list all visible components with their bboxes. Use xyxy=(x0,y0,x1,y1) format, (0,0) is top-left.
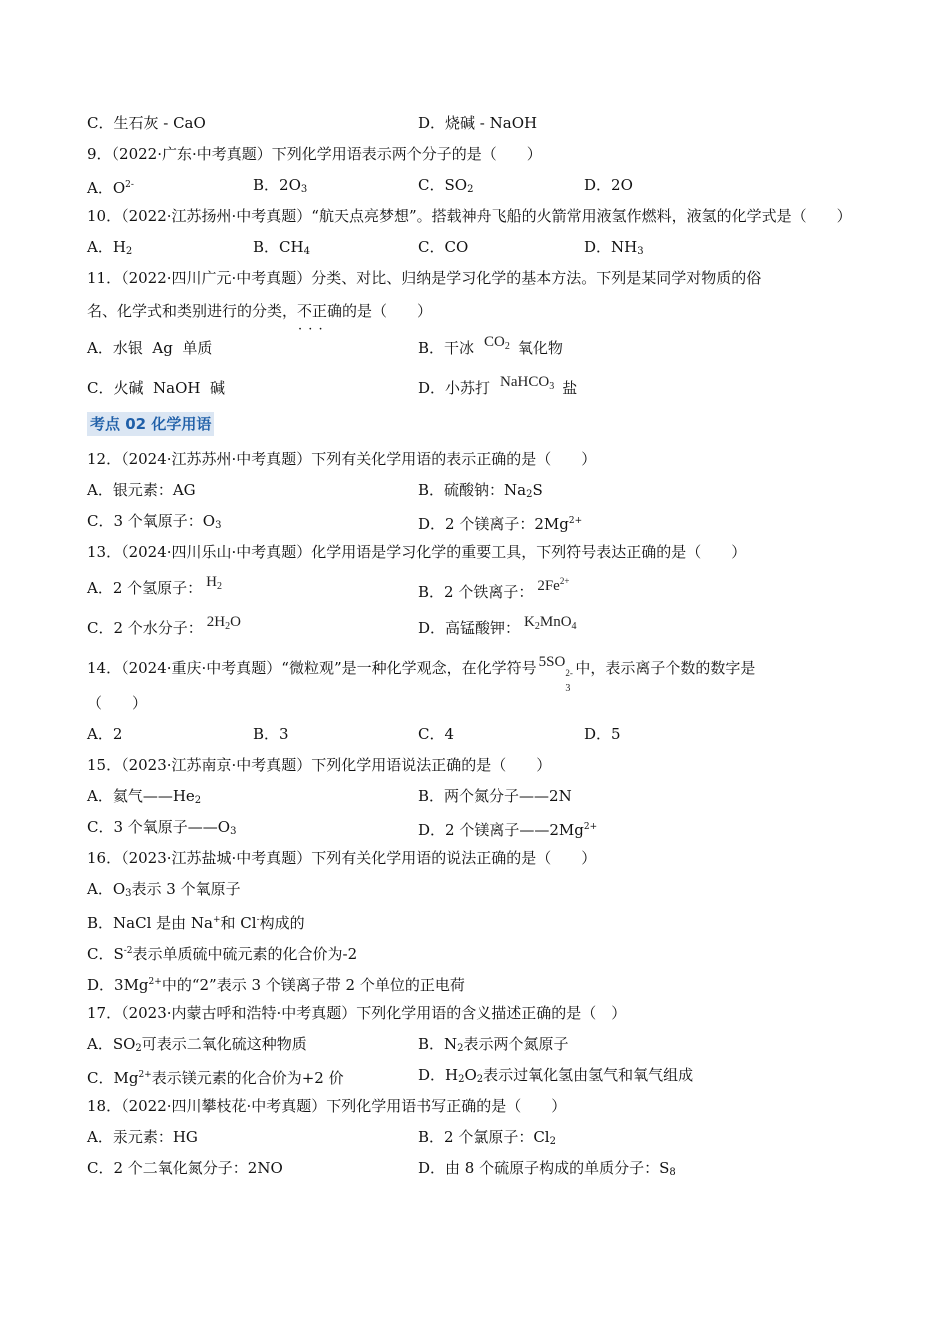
question-18-options-cd xyxy=(87,1153,857,1184)
option-d: D．2O xyxy=(584,176,633,194)
formula: $CO_2$ xyxy=(484,334,510,352)
option-a: A．$H_2$ xyxy=(87,238,133,257)
option-c: C．2 个水分子： $2H_2O$ xyxy=(87,614,241,637)
question-18-stem: 18．（2022·四川攀枝花·中考真题）下列化学用语书写正确的是（ ） xyxy=(87,1097,567,1115)
formula: $H_2$ xyxy=(206,574,222,592)
option-a: A．$SO_2$可表示二氧化硫这种物质 xyxy=(87,1035,307,1054)
question-14-options xyxy=(87,719,857,750)
option-d: D．高锰酸钾： $K_2MnO_4$ xyxy=(418,614,577,637)
option-d: D．小苏打 NaHCO$_3$ 盐 xyxy=(418,374,578,397)
question-12-options-cd xyxy=(87,506,857,537)
question-12-options-ab xyxy=(87,475,857,506)
option-b: B．2 个铁离子： $2Fe^{2+}$ xyxy=(418,576,570,601)
question-10-options xyxy=(87,232,857,263)
question-14-stem-line2: （ ） xyxy=(87,694,148,712)
option-a: A．氦气$——He_2$ xyxy=(87,787,202,806)
question-13-options-cd xyxy=(87,608,857,648)
formula: $2Fe^{2+}$ xyxy=(537,576,570,594)
question-9-stem: 9．（2022·广东·中考真题）下列化学用语表示两个分子的是（ ） xyxy=(87,145,542,163)
question-12-stem: 12．（2024·江苏苏州·中考真题）下列有关化学用语的表示正确的是（ ） xyxy=(87,450,597,468)
question-10-stem: 10．（2022·江苏扬州·中考真题）“航天点亮梦想”。搭载神舟飞船的火箭常用液氢作燃料，液氢的化学式是（ ） xyxy=(87,207,852,225)
option-b: B．$2O_3$ xyxy=(253,176,308,195)
formula: NaHCO$_3$ xyxy=(500,374,555,392)
emphasis-dots: 不正确 · · · xyxy=(297,302,342,320)
question-17-options-cd xyxy=(87,1060,857,1091)
question-13-options-ab xyxy=(87,568,857,608)
question-9-options xyxy=(87,170,857,201)
question-16-option-d: D．$3Mg^{2+}$中的“2”表示 3 个镁离子带 2 个单位的正电荷 xyxy=(87,976,465,994)
question-16-stem: 16．（2023·江苏盐城·中考真题）下列有关化学用语的说法正确的是（ ） xyxy=(87,849,597,867)
option-c: C．2 个二氧化氮分子：2NO xyxy=(87,1159,283,1177)
option-c: C．$SO_2$ xyxy=(418,176,474,195)
question-17-options-ab xyxy=(87,1029,857,1060)
option-d: D．由 8 个硫原子构成的单质分子：$S_8$ xyxy=(418,1159,676,1178)
option-b: B．2 个氯原子：$Cl_2$ xyxy=(418,1128,556,1147)
formula: $2H_2O$ xyxy=(206,614,241,632)
option-d: D．烧碱 - NaOH xyxy=(418,114,538,132)
option-c: C．$Mg^{2+}$表示镁元素的化合价为+2 价 xyxy=(87,1069,344,1087)
option-a: A．2 个氢原子： $H_2$ xyxy=(87,574,222,597)
option-b: B．硫酸钠：$Na_2S$ xyxy=(418,481,543,500)
question-15-stem: 15．（2023·江苏南京·中考真题）下列化学用语说法正确的是（ ） xyxy=(87,756,552,774)
option-c: C．火碱 NaOH 碱 xyxy=(87,379,225,397)
option-c: C．生石灰 - CaO xyxy=(87,114,206,132)
question-8-options-cd xyxy=(87,108,857,139)
question-17-stem: 17．（2023·内蒙古呼和浩特·中考真题）下列化学用语的含义描述正确的是（ ） xyxy=(87,1004,627,1022)
option-a: A．水银 Ag 单质 xyxy=(87,339,213,357)
option-a: A．$O^{2-}$ xyxy=(87,179,134,197)
option-b: B．两个氮分子——2N xyxy=(418,787,572,805)
option-d: D．$NH_3$ xyxy=(584,238,644,257)
document-page xyxy=(87,108,857,1184)
section-title: 考点 02 化学用语 xyxy=(87,412,214,436)
question-15-options-cd xyxy=(87,812,857,843)
option-b: B．$CH_4$ xyxy=(253,238,310,257)
question-11-options-cd xyxy=(87,368,857,408)
option-b: B．干冰 $CO_2$ 氧化物 xyxy=(418,334,563,357)
question-16-option-b: B．NaCl 是由 Na+和 Cl-构成的 xyxy=(87,914,305,932)
question-18-options-ab xyxy=(87,1122,857,1153)
option-c: C．4 xyxy=(418,725,455,743)
option-b: B．$N_2$表示两个氮原子 xyxy=(418,1035,569,1054)
question-11-stem-line1: 11．（2022·四川广元·中考真题）分类、对比、归纳是学习化学的基本方法。下列是某同学对物质的俗 xyxy=(87,269,762,287)
option-a: A．汞元素：HG xyxy=(87,1128,198,1146)
option-d: D．2 个镁离子$——2Mg^{2+}$ xyxy=(418,821,598,839)
option-b: B．3 xyxy=(253,725,289,743)
question-15-options-ab xyxy=(87,781,857,812)
option-a: A．银元素：AG xyxy=(87,481,196,499)
question-16-option-a: A．$O_3$表示 3 个氧原子 xyxy=(87,880,241,899)
option-d: D．2 个镁离子：$2Mg^{2+}$ xyxy=(418,515,583,533)
question-14-stem-line1: 14．（2024·重庆·中考真题）“微粒观”是一种化学观念，在化学符号 5SO 2- 3 中，表示离子个数的数字是 xyxy=(87,654,756,694)
formula: 5SO 2- 3 xyxy=(538,654,573,694)
question-11-options-ab xyxy=(87,328,857,368)
option-d: D．5 xyxy=(584,725,621,743)
option-c: C．CO xyxy=(418,238,469,256)
option-c: C．3 个氧原子：$O_3$ xyxy=(87,512,222,531)
option-a: A．2 xyxy=(87,725,123,743)
question-11-stem-line2: 名、化学式和类别进行的分类，不正确 · · ·的是（ ） xyxy=(87,294,857,328)
option-d: D．$H_2O_2$表示过氧化氢由氢气和氧气组成 xyxy=(418,1066,694,1085)
question-13-stem: 13．（2024·四川乐山·中考真题）化学用语是学习化学的重要工具，下列符号表达正确的是（ ） xyxy=(87,543,747,561)
question-16-option-c: C．$S^{-2}$表示单质硫中硫元素的化合价为-2 xyxy=(87,945,358,963)
formula: $K_2MnO_4$ xyxy=(524,614,577,632)
option-c: C．3 个氧原子$——O_3$ xyxy=(87,818,237,837)
